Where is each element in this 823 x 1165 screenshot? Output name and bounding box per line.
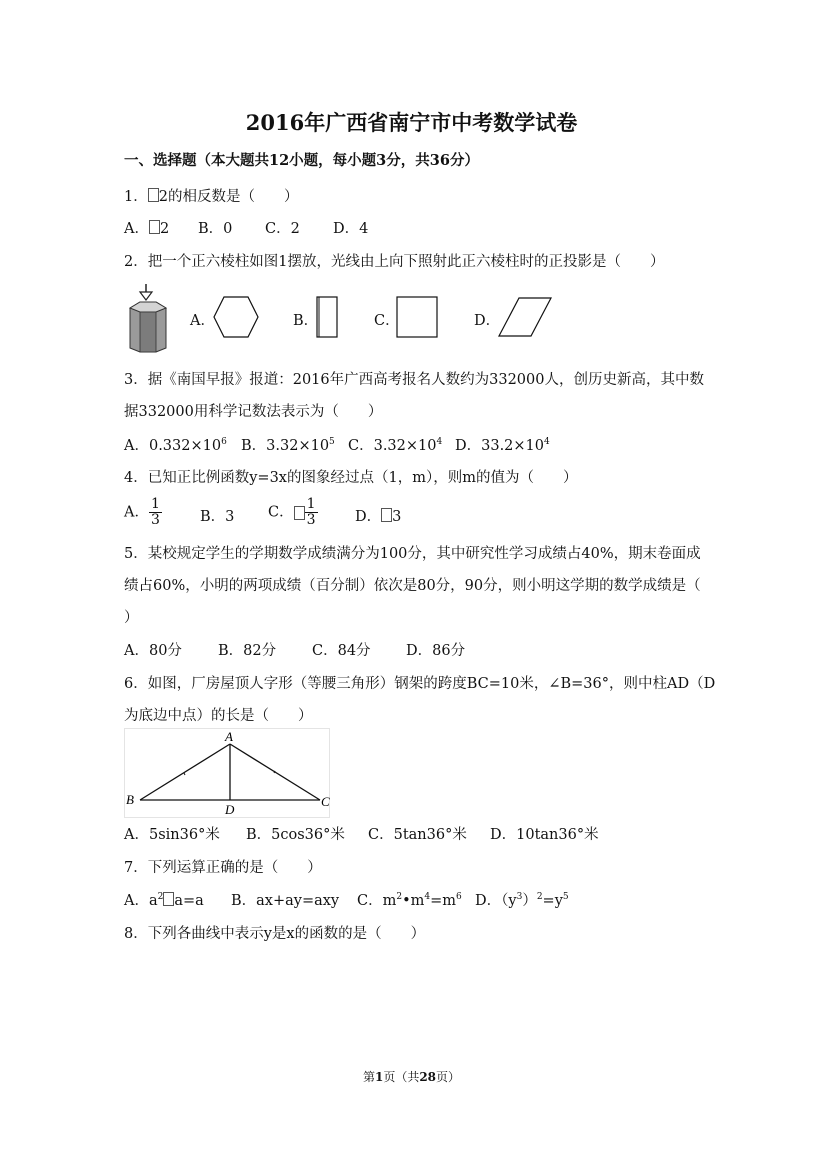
truss-triangle-figure (124, 728, 330, 818)
q7-c-exponent: 2 (396, 892, 403, 902)
hexagon-shape (212, 295, 260, 339)
vertex-label-a: A (225, 729, 233, 744)
parallelogram-shape (497, 296, 555, 340)
tick-mark (184, 773, 185, 775)
q4-d-label: D． (355, 509, 382, 525)
q7-d-exponent: 2 (536, 892, 543, 902)
tall-rectangle-shape (314, 296, 340, 340)
q3-option-a (124, 434, 227, 455)
question-5-stem-line-2: 绩占60%，小明的两项成绩（百分制）依次是80分，90分，则小明这学期的数学成绩是（ (124, 578, 701, 594)
q4-option-a (124, 497, 162, 528)
q7-d-part: =y (542, 893, 563, 909)
q4-option-d (355, 505, 401, 526)
question-3-stem-line-2: 据332000用科学记数法表示为（ ） (124, 404, 383, 420)
q1-option-a (124, 217, 169, 238)
light-arrow-head (140, 292, 152, 300)
question-8-stem: 8．下列各曲线中表示y是x的函数的是（ ） (124, 926, 426, 942)
prism-front-face (140, 312, 156, 352)
q4-option-b: B．3 (200, 509, 235, 525)
q7-d-exponent: 3 (516, 892, 523, 902)
denominator: 3 (150, 512, 160, 528)
q2-option-b-label: B． (293, 313, 319, 329)
side-ab (140, 744, 230, 800)
question-3-stem-line-1: 3．据《南国早报》报道：2016年广西高考报名人数约为332000人，创历史新高，其中数 (124, 372, 704, 388)
q7-c-part: •m (402, 893, 425, 909)
q2-option-a-label: A． (190, 313, 215, 329)
missing-glyph-box (149, 220, 160, 234)
q1-a-label: A． (124, 221, 149, 237)
q3-c-exponent: 4 (436, 437, 443, 447)
q4-d-value: 3 (392, 509, 402, 525)
q3-a-exponent: 6 (221, 437, 227, 447)
page-title: 2016年广西省南宁市中考数学试卷 (245, 110, 578, 135)
q7-option-b: B．ax+ay=axy (231, 893, 340, 909)
page-number: 1 (374, 1070, 384, 1084)
page-footer (0, 1068, 823, 1085)
question-4-stem: 4．已知正比例函数y=3x的图象经过点（1，m），则m的值为（ ） (124, 470, 578, 486)
hexagonal-prism-figure (124, 282, 174, 354)
q4-a-label: A． (124, 504, 149, 521)
q6-option-c: C．5tan36°米 (368, 827, 467, 843)
fraction (149, 497, 162, 528)
q7-c-part: C．m (357, 893, 397, 909)
q3-d-exponent: 4 (544, 437, 550, 447)
q1-option-b: B．0 (198, 221, 233, 237)
q7-d-exponent: 5 (562, 892, 569, 902)
q7-option-c (357, 889, 462, 910)
q7-d-part: ） (522, 893, 537, 909)
question-7-stem: 7．下列运算正确的是（ ） (124, 860, 322, 876)
q5-option-b: B．82分 (218, 643, 277, 659)
q3-c-base: C．3.32×10 (348, 438, 437, 454)
q1-option-d: D．4 (333, 221, 369, 237)
prism-top-face (130, 302, 166, 312)
footer-text: 第 (362, 1070, 375, 1084)
q4-option-c (268, 497, 318, 528)
section-heading: 一、选择题（本大题共12小题，每小题3分，共36分） (124, 152, 479, 169)
question-5-stem-line-1: 5．某校规定学生的学期数学成绩满分为100分，其中研究性学习成绩占40%，期末卷面成 (124, 546, 701, 562)
total-pages: 28 (419, 1070, 437, 1084)
question-1-stem (124, 185, 298, 206)
question-6-stem-line-2: 为底边中点）的长是（ ） (124, 708, 313, 724)
q6-option-d: D．10tan36°米 (490, 827, 599, 843)
numerator: 1 (150, 496, 160, 512)
q3-a-base: A．0.332×10 (124, 438, 222, 454)
q5-option-a: A．80分 (124, 643, 182, 659)
q6-option-b: B．5cos36°米 (246, 827, 345, 843)
q5-option-c: C．84分 (312, 643, 371, 659)
q2-option-d-label: D． (474, 313, 501, 329)
q3-option-d (455, 434, 550, 455)
q4-c-label: C． (268, 504, 294, 521)
q7-c-exponent: 6 (456, 892, 462, 902)
q7-c-part: =m (430, 893, 457, 909)
q1-a-value: 2 (159, 221, 170, 237)
q1-text: 2的相反数是（ ） (158, 189, 299, 205)
vertex-label-b: B (126, 792, 134, 807)
q3-d-base: D．33.2×10 (455, 438, 545, 454)
q7-c-exponent: 4 (424, 892, 431, 902)
q3-option-c (348, 434, 442, 455)
missing-glyph-box (163, 892, 174, 906)
footer-text: 页） (436, 1070, 461, 1084)
q7-a-rest: a=a (174, 893, 204, 909)
q1-number: 1． (124, 189, 148, 205)
missing-glyph-box (148, 188, 159, 202)
denominator: 3 (306, 512, 316, 528)
footer-text: 页（共 (383, 1070, 420, 1084)
square-shape (395, 296, 439, 340)
q3-b-exponent: 5 (329, 437, 335, 447)
q7-option-a (124, 889, 204, 910)
vertex-label-c: C (321, 794, 330, 809)
fraction (305, 497, 318, 528)
q3-b-base: B．3.32×10 (241, 438, 330, 454)
q5-option-d: D．86分 (406, 643, 466, 659)
question-2-stem: 2．把一个正六棱柱如图1摆放，光线由上向下照射此正六棱柱时的正投影是（ ） (124, 254, 665, 270)
numerator: 1 (306, 496, 316, 512)
missing-glyph-box (381, 508, 392, 522)
q7-a-exponent: 2 (157, 892, 164, 902)
q7-a-base: A．a (124, 893, 158, 909)
missing-glyph-box (294, 506, 305, 520)
q3-option-b (241, 434, 335, 455)
question-6-stem-line-1: 6．如图，厂房屋顶人字形（等腰三角形）钢架的跨度BC=10米，∠B=36°，则中柱AD（D (124, 676, 716, 692)
q7-d-part: D．（y (475, 893, 517, 909)
question-5-stem-line-3: ） (124, 610, 139, 626)
q7-option-d (475, 889, 569, 910)
vertex-label-d: D (225, 802, 235, 817)
q1-option-c: C．2 (265, 221, 300, 237)
q6-option-a: A．5sin36°米 (124, 827, 220, 843)
q2-option-c-label: C． (374, 313, 400, 329)
